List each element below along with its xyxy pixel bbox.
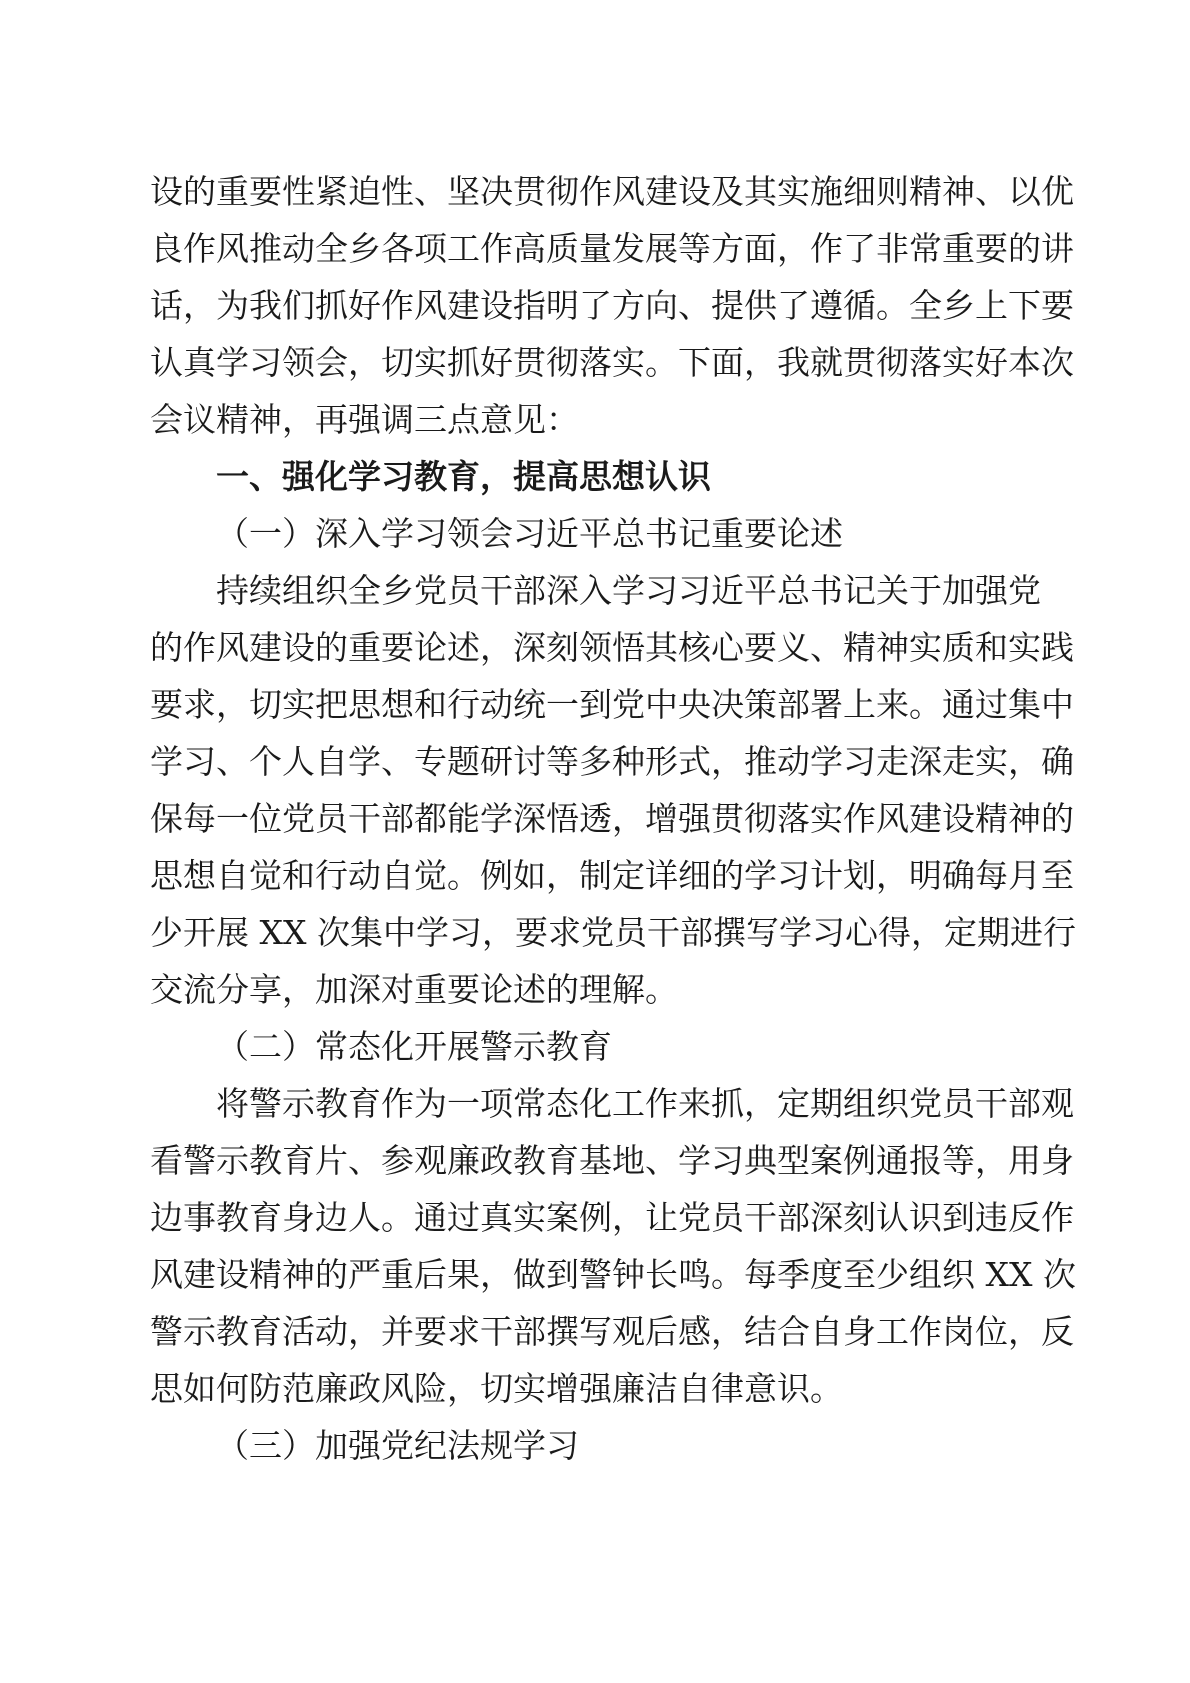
paragraph-line: 风建设精神的严重后果，做到警钟长鸣。每季度至少组织 XX 次 [150,1255,1076,1294]
subsection-heading: （二）常态化开展警示教育 [216,1027,612,1066]
paragraph-line: 会议精神，再强调三点意见： [150,400,579,439]
paragraph-line: 持续组织全乡党员干部深入学习习近平总书记关于加强党 [216,571,1041,610]
paragraph-line: 思如何防范廉政风险，切实增强廉洁自律意识。 [150,1369,843,1408]
section-heading: 一、强化学习教育，提高思想认识 [216,457,711,496]
paragraph-line: 良作风推动全乡各项工作高质量发展等方面，作了非常重要的讲 [150,229,1074,268]
paragraph-line: 要求，切实把思想和行动统一到党中央决策部署上来。通过集中 [150,685,1074,724]
paragraph-line: 设的重要性紧迫性、坚决贯彻作风建设及其实施细则精神、以优 [150,172,1074,211]
paragraph-line: 边事教育身边人。通过真实案例，让党员干部深刻认识到违反作 [150,1198,1074,1237]
paragraph-line: 思想自觉和行动自觉。例如，制定详细的学习计划，明确每月至 [150,856,1074,895]
paragraph-line: 认真学习领会，切实抓好贯彻落实。下面，我就贯彻落实好本次 [150,343,1074,382]
paragraph-line: 交流分享，加深对重要论述的理解。 [150,970,678,1009]
paragraph-line: 话，为我们抓好作风建设指明了方向、提供了遵循。全乡上下要 [150,286,1074,325]
paragraph-line: 的作风建设的重要论述，深刻领悟其核心要义、精神实质和实践 [150,628,1074,667]
paragraph-line: 看警示教育片、参观廉政教育基地、学习典型案例通报等，用身 [150,1141,1074,1180]
paragraph-line: 警示教育活动，并要求干部撰写观后感，结合自身工作岗位，反 [150,1312,1074,1351]
subsection-heading: （一）深入学习领会习近平总书记重要论述 [216,514,843,553]
paragraph-line: 将警示教育作为一项常态化工作来抓，定期组织党员干部观 [216,1084,1074,1123]
paragraph-line: 保每一位党员干部都能学深悟透，增强贯彻落实作风建设精神的 [150,799,1074,838]
subsection-heading: （三）加强党纪法规学习 [216,1426,579,1465]
paragraph-line: 学习、个人自学、专题研讨等多种形式，推动学习走深走实，确 [150,742,1074,781]
paragraph-line: 少开展 XX 次集中学习，要求党员干部撰写学习心得，定期进行 [150,913,1076,952]
